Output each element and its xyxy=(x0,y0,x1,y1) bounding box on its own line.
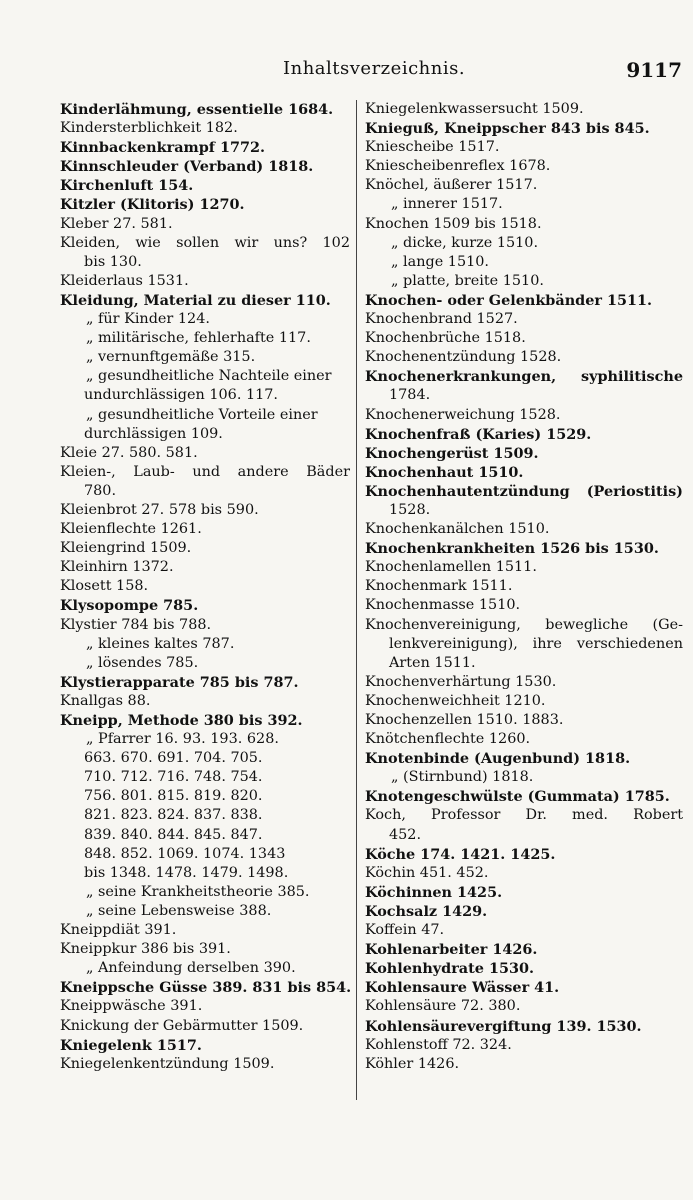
index-entry: „ seine Lebensweise 388. xyxy=(86,902,272,919)
index-entry: „ (Stirnbund) 1818. xyxy=(391,769,534,786)
index-entry: Kleie 27. 580. 581. xyxy=(60,444,198,461)
index-entry: 839. 840. 844. 845. 847. xyxy=(84,826,263,843)
index-entry: Knochenhaut 1510. xyxy=(365,463,524,481)
index-entry: Koch, Professor Dr. med. Robert xyxy=(365,807,683,824)
index-entry: undurchlässigen 106. 117. xyxy=(84,387,279,404)
index-entry: Klystier 784 bis 788. xyxy=(60,616,212,633)
index-entry: Knochenhautentzündung (Periostitis) xyxy=(365,482,683,500)
index-entry: Knochenentzündung 1528. xyxy=(365,349,562,366)
index-entry: Knochenvereinigung, bewegliche (Ge- xyxy=(365,616,683,633)
index-entry: Kohlensäure 72. 380. xyxy=(365,998,521,1015)
index-entry: Köchin 451. 452. xyxy=(365,864,489,881)
index-entry: Kniegelenkwassersucht 1509. xyxy=(365,101,584,117)
index-entry: durchlässigen 109. xyxy=(84,425,223,442)
index-entry: Kleber 27. 581. xyxy=(60,215,173,232)
index-entry: Knochenweichheit 1210. xyxy=(365,692,546,709)
index-entry: 756. 801. 815. 819. 820. xyxy=(84,788,263,805)
index-entry: Kneippdiät 391. xyxy=(60,922,177,939)
index-entry: Kleinhirn 1372. xyxy=(60,559,174,576)
index-entry: „ platte, breite 1510. xyxy=(391,272,544,289)
page-header xyxy=(0,50,693,90)
page-number: 9117 xyxy=(626,58,682,82)
index-entry: Knochenkrankheiten 1526 bis 1530. xyxy=(365,540,659,558)
index-entry: Kinnbackenkrampf 1772. xyxy=(60,139,266,157)
index-entry: „ seine Krankheitstheorie 385. xyxy=(86,883,310,900)
index-entry: Knochen 1509 bis 1518. xyxy=(365,215,542,232)
index-entry: Arten 1511. xyxy=(389,654,476,671)
running-title: Inhaltsverzeichnis. xyxy=(283,58,466,79)
index-entry: Kleiden, wie sollen wir uns? 102 xyxy=(60,234,350,251)
index-column-left xyxy=(60,100,350,1074)
index-entry: Kochsalz 1429. xyxy=(365,902,488,920)
index-column-right xyxy=(365,100,683,1074)
index-entry: Kniescheibe 1517. xyxy=(365,139,500,156)
index-entry: Kneipp, Methode 380 bis 392. xyxy=(60,712,303,729)
index-entry: 452. xyxy=(389,826,422,843)
index-entry: Kleiengrind 1509. xyxy=(60,540,192,557)
index-entry: bis 1348. 1478. 1479. 1498. xyxy=(84,864,289,881)
index-entry: Klysopompe 785. xyxy=(60,597,199,615)
index-entry: Kohlensäurevergiftung 139. 1530. xyxy=(365,1017,642,1035)
index-entry: Kinnschleuder (Verband) 1818. xyxy=(60,158,314,176)
index-entry: Knochenerkrankungen, syphilitische xyxy=(365,368,683,386)
index-entry: lenkvereinigung), ihre verschiedenen xyxy=(389,635,683,652)
index-entry: Kohlenhydrate 1530. xyxy=(365,960,535,978)
index-entry: Kleienflechte 1261. xyxy=(60,521,202,538)
index-entry: 1784. xyxy=(389,387,431,404)
index-entry: 821. 823. 824. 837. 838. xyxy=(84,807,263,824)
index-entry: Kneippsche Güsse 389. 831 bis 854. xyxy=(60,979,352,997)
index-entry: „ kleines kaltes 787. xyxy=(86,635,235,652)
index-entry: Köchinnen 1425. xyxy=(365,883,503,901)
index-entry: Kinderlähmung, essentielle 1684. xyxy=(60,101,334,118)
index-entry: „ militärische, fehlerhafte 117. xyxy=(86,330,311,347)
index-entry: „ gesundheitliche Nachteile einer xyxy=(86,368,332,385)
index-entry: Knötchenflechte 1260. xyxy=(365,731,531,748)
index-entry: 663. 670. 691. 704. 705. xyxy=(84,750,263,767)
column-divider xyxy=(356,100,357,1100)
index-entry: „ vernunftgemäße 315. xyxy=(86,349,256,366)
index-entry: „ gesundheitliche Vorteile einer xyxy=(86,406,318,423)
index-entry: Knochenfraß (Karies) 1529. xyxy=(365,425,592,443)
index-entry: Kleien-, Laub- und andere Bäder xyxy=(60,463,350,480)
index-entry: 848. 852. 1069. 1074. 1343 xyxy=(84,845,286,862)
index-entry: Knochen- oder Gelenkbänder 1511. xyxy=(365,291,653,309)
index-entry: Köhler 1426. xyxy=(365,1055,460,1072)
index-entry: Knieguß, Kneippscher 843 bis 845. xyxy=(365,120,650,138)
index-entry: Knochenmark 1511. xyxy=(365,578,513,595)
index-entry: Kniegelenk 1517. xyxy=(60,1036,202,1054)
index-entry: Kirchenluft 154. xyxy=(60,177,194,195)
index-entry: Knotenbinde (Augenbund) 1818. xyxy=(365,750,631,768)
index-entry: Knochenbrand 1527. xyxy=(365,311,518,328)
index-entry: Kleidung, Material zu dieser 110. xyxy=(60,291,331,309)
index-entry: Kneippkur 386 bis 391. xyxy=(60,941,231,958)
index-entry: Knochenmasse 1510. xyxy=(365,597,521,614)
index-entry: Knochenlamellen 1511. xyxy=(365,559,537,576)
index-entry: Knöchel, äußerer 1517. xyxy=(365,177,538,194)
index-entry: Knickung der Gebärmutter 1509. xyxy=(60,1017,304,1034)
index-entry: „ für Kinder 124. xyxy=(86,311,210,328)
index-entry: 1528. xyxy=(389,501,431,518)
index-entry: Kohlenstoff 72. 324. xyxy=(365,1036,512,1053)
index-entry: Kneippwäsche 391. xyxy=(60,998,203,1015)
index-entry: Klystierapparate 785 bis 787. xyxy=(60,673,299,691)
index-entry: Knotengeschwülste (Gummata) 1785. xyxy=(365,788,670,806)
index-entry: Kleiderlaus 1531. xyxy=(60,272,189,289)
index-entry: Kleienbrot 27. 578 bis 590. xyxy=(60,501,259,518)
index-entry: Knochenverhärtung 1530. xyxy=(365,673,557,690)
index-entry: Knochenbrüche 1518. xyxy=(365,330,526,347)
index-entry: Knochenerweichung 1528. xyxy=(365,406,561,423)
index-entry: „ dicke, kurze 1510. xyxy=(391,234,539,251)
index-entry: 710. 712. 716. 748. 754. xyxy=(84,769,263,786)
index-entry: Kohlenarbeiter 1426. xyxy=(365,941,538,959)
index-entry: Knochenzellen 1510. 1883. xyxy=(365,712,564,728)
index-entry: Kniescheibenreflex 1678. xyxy=(365,158,551,175)
index-entry: Kniegelenkentzündung 1509. xyxy=(60,1055,275,1072)
index-entry: Knallgas 88. xyxy=(60,692,151,709)
index-entry: Knochenkanälchen 1510. xyxy=(365,521,550,538)
index-entry: Köche 174. 1421. 1425. xyxy=(365,845,556,863)
index-entry: Kitzler (Klitoris) 1270. xyxy=(60,196,245,214)
index-entry: Kohlensaure Wässer 41. xyxy=(365,979,560,997)
index-entry: „ innerer 1517. xyxy=(391,196,503,213)
index-entry: „ Pfarrer 16. 93. 193. 628. xyxy=(86,731,279,748)
index-entry: „ lösendes 785. xyxy=(86,654,199,671)
index-entry: „ Anfeindung derselben 390. xyxy=(86,960,296,977)
index-entry: „ lange 1510. xyxy=(391,253,489,270)
index-entry: Kindersterblichkeit 182. xyxy=(60,120,238,137)
index-entry: 780. xyxy=(84,482,117,499)
index-entry: Klosett 158. xyxy=(60,578,149,595)
index-entry: bis 130. xyxy=(84,253,142,270)
index-entry: Knochengerüst 1509. xyxy=(365,444,539,462)
index-entry: Koffein 47. xyxy=(365,922,445,939)
